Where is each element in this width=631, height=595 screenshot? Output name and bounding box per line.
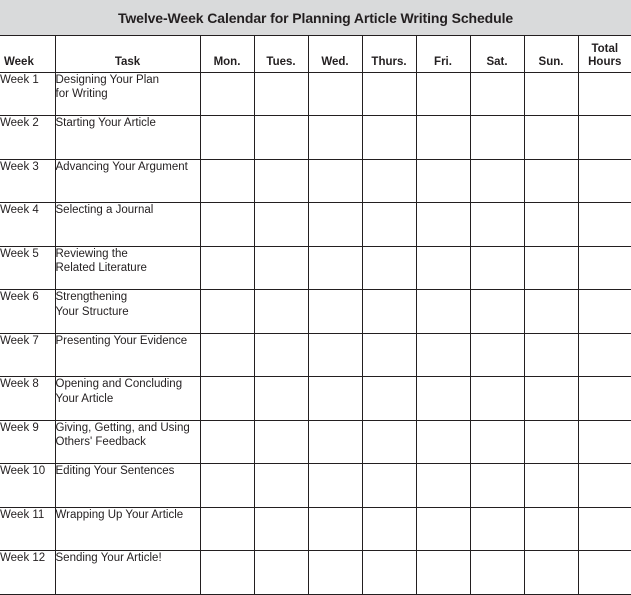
day-cell-wed[interactable]	[308, 377, 362, 421]
task-label: Strengthening	[56, 290, 200, 305]
header-wed: Wed.	[308, 36, 362, 72]
day-cell-sat[interactable]	[470, 72, 524, 116]
day-cell-sat[interactable]	[470, 203, 524, 247]
task-label-line2: Others' Feedback	[56, 435, 200, 450]
day-cell-thurs[interactable]	[362, 290, 416, 334]
day-cell-sun[interactable]	[524, 420, 578, 464]
day-cell-thurs[interactable]	[362, 333, 416, 377]
task-cell	[55, 159, 200, 203]
task-cell	[55, 203, 200, 247]
day-cell-wed[interactable]	[308, 159, 362, 203]
total-hours-cell[interactable]	[578, 159, 631, 203]
day-cell-sun[interactable]	[524, 290, 578, 334]
week-label: Week 9	[0, 420, 55, 464]
day-cell-mon[interactable]	[200, 551, 254, 595]
week-label: Week 7	[0, 333, 55, 377]
day-cell-mon[interactable]	[200, 116, 254, 160]
day-cell-tues[interactable]	[254, 290, 308, 334]
day-cell-fri[interactable]	[416, 72, 470, 116]
day-cell-sun[interactable]	[524, 333, 578, 377]
day-cell-mon[interactable]	[200, 377, 254, 421]
day-cell-sun[interactable]	[524, 203, 578, 247]
day-cell-wed[interactable]	[308, 203, 362, 247]
day-cell-mon[interactable]	[200, 464, 254, 508]
day-cell-sun[interactable]	[524, 464, 578, 508]
task-label: Wrapping Up Your Article	[56, 508, 200, 523]
week-label: Week 3	[0, 159, 55, 203]
day-cell-mon[interactable]	[200, 203, 254, 247]
total-hours-cell[interactable]	[578, 420, 631, 464]
header-total-line2: Hours	[579, 56, 631, 69]
table-row	[0, 420, 631, 464]
day-cell-fri[interactable]	[416, 420, 470, 464]
day-cell-tues[interactable]	[254, 333, 308, 377]
day-cell-wed[interactable]	[308, 72, 362, 116]
day-cell-wed[interactable]	[308, 246, 362, 290]
header-sun: Sun.	[524, 36, 578, 72]
day-cell-sun[interactable]	[524, 159, 578, 203]
day-cell-mon[interactable]	[200, 246, 254, 290]
task-cell	[55, 246, 200, 290]
task-label: Opening and Concluding	[56, 377, 200, 392]
day-cell-sun[interactable]	[524, 72, 578, 116]
week-label: Week 10	[0, 464, 55, 508]
total-hours-cell[interactable]	[578, 333, 631, 377]
week-label: Week 2	[0, 116, 55, 160]
task-label-line2: for Writing	[56, 87, 200, 102]
day-cell-tues[interactable]	[254, 377, 308, 421]
day-cell-fri[interactable]	[416, 551, 470, 595]
day-cell-wed[interactable]	[308, 420, 362, 464]
header-total-hours	[578, 36, 631, 72]
total-hours-cell[interactable]	[578, 203, 631, 247]
total-hours-cell[interactable]	[578, 246, 631, 290]
day-cell-thurs[interactable]	[362, 377, 416, 421]
day-cell-sun[interactable]	[524, 116, 578, 160]
header-tues: Tues.	[254, 36, 308, 72]
header-week: Week	[0, 36, 55, 72]
total-hours-cell[interactable]	[578, 72, 631, 116]
day-cell-sat[interactable]	[470, 507, 524, 551]
day-cell-fri[interactable]	[416, 333, 470, 377]
task-cell	[55, 507, 200, 551]
week-label: Week 12	[0, 551, 55, 595]
week-label: Week 1	[0, 72, 55, 116]
day-cell-mon[interactable]	[200, 159, 254, 203]
day-cell-fri[interactable]	[416, 246, 470, 290]
task-label-line2: Your Structure	[56, 305, 200, 320]
header-row	[0, 36, 631, 72]
day-cell-sat[interactable]	[470, 551, 524, 595]
task-label-line2: Your Article	[56, 392, 200, 407]
day-cell-sun[interactable]	[524, 507, 578, 551]
table-row	[0, 551, 631, 595]
header-task: Task	[55, 36, 200, 72]
schedule-table	[0, 36, 631, 595]
day-cell-wed[interactable]	[308, 507, 362, 551]
task-label: Reviewing the	[56, 247, 200, 262]
task-label: Starting Your Article	[56, 116, 200, 131]
task-label: Presenting Your Evidence	[56, 334, 200, 349]
day-cell-sat[interactable]	[470, 333, 524, 377]
schedule-body	[0, 72, 631, 594]
day-cell-wed[interactable]	[308, 333, 362, 377]
day-cell-thurs[interactable]	[362, 420, 416, 464]
day-cell-fri[interactable]	[416, 159, 470, 203]
day-cell-sat[interactable]	[470, 420, 524, 464]
day-cell-fri[interactable]	[416, 203, 470, 247]
week-label: Week 11	[0, 507, 55, 551]
day-cell-mon[interactable]	[200, 420, 254, 464]
day-cell-sun[interactable]	[524, 551, 578, 595]
header-mon: Mon.	[200, 36, 254, 72]
task-cell	[55, 551, 200, 595]
day-cell-wed[interactable]	[308, 116, 362, 160]
day-cell-tues[interactable]	[254, 203, 308, 247]
week-label: Week 8	[0, 377, 55, 421]
day-cell-fri[interactable]	[416, 116, 470, 160]
week-label: Week 6	[0, 290, 55, 334]
task-cell	[55, 116, 200, 160]
day-cell-thurs[interactable]	[362, 72, 416, 116]
day-cell-tues[interactable]	[254, 159, 308, 203]
task-cell	[55, 290, 200, 334]
day-cell-tues[interactable]	[254, 551, 308, 595]
task-cell	[55, 464, 200, 508]
day-cell-tues[interactable]	[254, 507, 308, 551]
day-cell-tues[interactable]	[254, 420, 308, 464]
day-cell-thurs[interactable]	[362, 203, 416, 247]
day-cell-thurs[interactable]	[362, 116, 416, 160]
day-cell-sat[interactable]	[470, 116, 524, 160]
day-cell-sat[interactable]	[470, 159, 524, 203]
page-title: Twelve-Week Calendar for Planning Article Writing Schedule	[0, 0, 631, 36]
total-hours-cell[interactable]	[578, 116, 631, 160]
task-label: Editing Your Sentences	[56, 464, 200, 479]
day-cell-sun[interactable]	[524, 246, 578, 290]
total-hours-cell[interactable]	[578, 507, 631, 551]
header-sat: Sat.	[470, 36, 524, 72]
day-cell-sat[interactable]	[470, 246, 524, 290]
day-cell-mon[interactable]	[200, 290, 254, 334]
table-row	[0, 72, 631, 116]
total-hours-cell[interactable]	[578, 377, 631, 421]
header-thurs: Thurs.	[362, 36, 416, 72]
day-cell-mon[interactable]	[200, 333, 254, 377]
day-cell-tues[interactable]	[254, 246, 308, 290]
day-cell-thurs[interactable]	[362, 464, 416, 508]
task-label: Advancing Your Argument	[56, 160, 200, 175]
day-cell-thurs[interactable]	[362, 551, 416, 595]
day-cell-mon[interactable]	[200, 72, 254, 116]
week-label: Week 4	[0, 203, 55, 247]
week-label: Week 5	[0, 246, 55, 290]
day-cell-fri[interactable]	[416, 377, 470, 421]
day-cell-sun[interactable]	[524, 377, 578, 421]
task-label-line2: Related Literature	[56, 261, 200, 276]
table-row	[0, 333, 631, 377]
table-row	[0, 507, 631, 551]
table-row	[0, 159, 631, 203]
header-total-line1: Total	[579, 43, 631, 56]
day-cell-wed[interactable]	[308, 290, 362, 334]
table-row	[0, 246, 631, 290]
day-cell-fri[interactable]	[416, 290, 470, 334]
total-hours-cell[interactable]	[578, 551, 631, 595]
task-cell	[55, 72, 200, 116]
task-label: Sending Your Article!	[56, 551, 200, 566]
day-cell-sat[interactable]	[470, 290, 524, 334]
total-hours-cell[interactable]	[578, 464, 631, 508]
day-cell-tues[interactable]	[254, 464, 308, 508]
day-cell-thurs[interactable]	[362, 507, 416, 551]
day-cell-tues[interactable]	[254, 116, 308, 160]
task-label: Selecting a Journal	[56, 203, 200, 218]
day-cell-thurs[interactable]	[362, 246, 416, 290]
table-row	[0, 464, 631, 508]
task-label: Giving, Getting, and Using	[56, 421, 200, 436]
task-cell	[55, 333, 200, 377]
day-cell-sat[interactable]	[470, 464, 524, 508]
day-cell-wed[interactable]	[308, 464, 362, 508]
day-cell-fri[interactable]	[416, 507, 470, 551]
day-cell-mon[interactable]	[200, 507, 254, 551]
day-cell-sat[interactable]	[470, 377, 524, 421]
day-cell-tues[interactable]	[254, 72, 308, 116]
day-cell-wed[interactable]	[308, 551, 362, 595]
task-cell	[55, 377, 200, 421]
task-label: Designing Your Plan	[56, 73, 200, 88]
total-hours-cell[interactable]	[578, 290, 631, 334]
table-row	[0, 203, 631, 247]
table-row	[0, 290, 631, 334]
task-cell	[55, 420, 200, 464]
table-row	[0, 116, 631, 160]
header-fri: Fri.	[416, 36, 470, 72]
table-row	[0, 377, 631, 421]
day-cell-thurs[interactable]	[362, 159, 416, 203]
day-cell-fri[interactable]	[416, 464, 470, 508]
